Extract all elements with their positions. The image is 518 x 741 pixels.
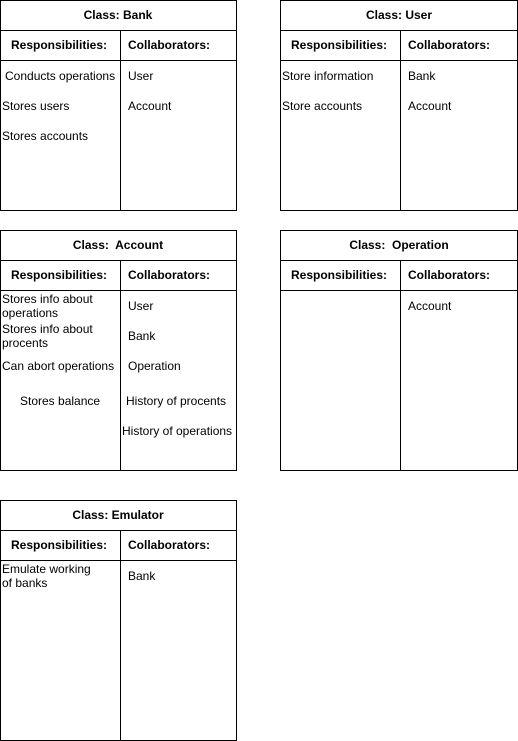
crc-card-operation [280,230,516,471]
responsibility-item: Can abort operations [2,359,115,373]
collaborators-header: Collaborators: [128,268,211,282]
card-title: Class: Operation [349,238,449,252]
collaborator-item: Account [408,299,452,313]
responsibilities-header: Responsibilities: [11,268,108,282]
collaborators-header: Collaborators: [408,38,491,52]
responsibility-item: Stores info about procents [2,322,93,350]
crc-card-user [280,0,516,211]
collaborator-item: History of operations [122,424,233,438]
collaborators-header: Collaborators: [128,38,211,52]
card-title: Class: Bank [83,8,153,22]
responsibilities-header: Responsibilities: [291,38,388,52]
collaborator-item: Bank [128,569,156,583]
column-divider [400,30,401,211]
responsibility-item: Stores info about operations [2,292,93,320]
card-title: Class: User [365,8,433,22]
collaborator-item: Operation [128,359,181,373]
responsibilities-header: Responsibilities: [11,538,108,552]
column-divider [120,530,121,741]
responsibility-item: Stores balance [20,394,101,408]
responsibilities-header: Responsibilities: [11,38,108,52]
collaborator-item: Account [128,99,172,113]
crc-card-emulator [0,500,236,741]
collaborator-item: User [128,299,154,313]
responsibility-item: Stores users [2,99,70,113]
column-divider [120,260,121,471]
collaborator-item: Account [408,99,452,113]
column-divider [400,260,401,471]
responsibility-item: Store accounts [282,99,363,113]
responsibility-item: Conducts operations [5,69,116,83]
collaborator-item: Bank [408,69,436,83]
collaborator-item: Bank [128,329,156,343]
responsibility-item: Stores accounts [2,129,89,143]
card-title: Class: Emulator [72,508,164,522]
responsibility-item: Store information [282,69,374,83]
responsibility-item: Emulate working of banks [2,562,91,590]
column-divider [120,30,121,211]
collaborator-item: User [128,69,154,83]
collaborators-header: Collaborators: [408,268,491,282]
card-title: Class: Account [72,238,164,252]
crc-card-account [0,230,236,471]
collaborators-header: Collaborators: [128,538,211,552]
responsibilities-header: Responsibilities: [291,268,388,282]
crc-card-bank [0,0,236,211]
collaborator-item: History of procents [126,394,227,408]
